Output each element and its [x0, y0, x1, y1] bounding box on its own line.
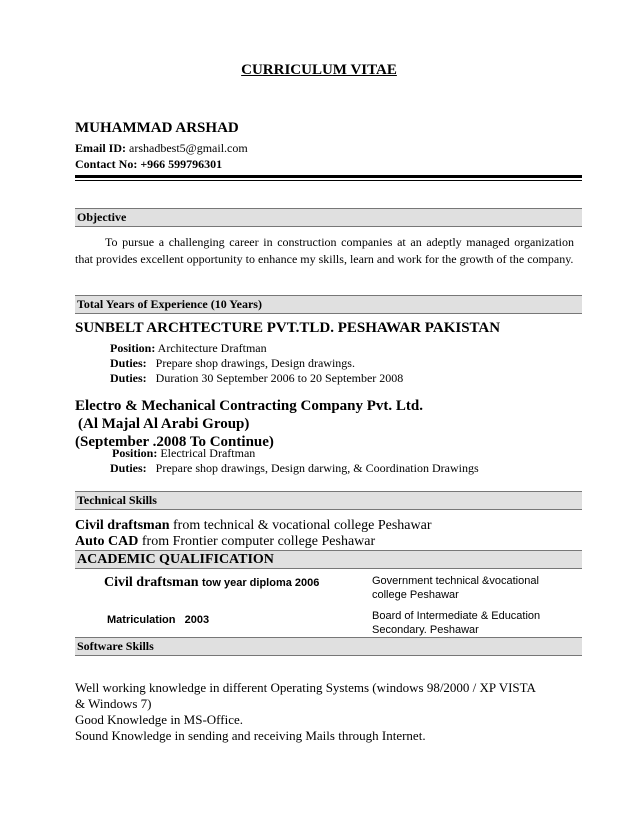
academic-row-1-institute-line-1: Government technical &vocational	[372, 575, 539, 587]
applicant-name: MUHAMMAD ARSHAD	[75, 120, 239, 136]
job2-duties-value: Prepare shop drawings, Design darwing, & Coordination Drawings	[155, 461, 479, 475]
job1-duties-2	[110, 371, 403, 386]
contact-line: Contact No: +966 599796301	[75, 157, 223, 171]
academic-row-1-institute	[372, 574, 539, 602]
job2-period: (September .2008 To Continue)	[75, 434, 274, 450]
academic-row-2-institute	[372, 609, 540, 637]
job1-position-value: Architecture Draftman	[155, 341, 267, 355]
technical-line-1	[75, 518, 432, 534]
academic-row-2-degree	[107, 614, 209, 626]
software-line-1: Well working knowledge in different Operating Systems (windows 98/2000 / XP VISTA	[75, 680, 536, 695]
job1-company: SUNBELT ARCHTECTURE PVT.TLD. PESHAWAR PAKISTAN	[75, 320, 501, 336]
software-line-4: Sound Knowledge in sending and receiving Mails through Internet.	[75, 728, 426, 743]
email-line	[75, 141, 248, 156]
technical-heading: Technical Skills	[75, 491, 582, 510]
academic-row-2-institute-line-1: Board of Intermediate & Education	[372, 610, 541, 622]
job2-position-value: Electrical Draftman	[157, 446, 256, 460]
job1-position	[110, 341, 267, 356]
academic-row-1-detail: tow year diploma 2006	[202, 577, 320, 589]
job1-position-label: Position:	[110, 341, 156, 355]
job1-duties-value: Prepare shop drawings, Design drawings.	[155, 356, 355, 370]
academic-row-1-institute-line-2: college Peshawar	[372, 589, 459, 601]
job2-company: Electro & Mechanical Contracting Company Pvt. Ltd.	[75, 398, 424, 414]
academic-row-2-detail: 2003	[184, 614, 210, 626]
job2-duties	[110, 461, 479, 476]
academic-row-2-institute-line-2: Secondary. Peshawar	[372, 624, 479, 636]
objective-heading: Objective	[75, 208, 582, 227]
academic-row-1-degree-name: Civil draftsman	[104, 575, 199, 590]
software-heading: Software Skills	[75, 637, 582, 656]
technical-line-2	[75, 534, 375, 550]
technical-autocad-label: Auto CAD	[75, 534, 139, 549]
software-line-2: & Windows 7)	[75, 696, 152, 711]
job1-duties-label: Duties:	[110, 356, 147, 370]
email-label: Email ID:	[75, 141, 126, 155]
academic-heading: ACADEMIC QUALIFICATION	[75, 550, 582, 569]
technical-autocad-text: from Frontier computer college Peshawar	[138, 534, 376, 549]
objective-text: To pursue a challenging career in construction companies at an adeptly managed organization that provides excellent opportunity to enhance my skills, learn and work for the growth of the company.	[75, 235, 574, 266]
header-divider-thin	[75, 180, 582, 181]
header-divider-thick	[75, 175, 582, 178]
academic-row-1-degree	[104, 575, 319, 591]
experience-heading: Total Years of Experience (10 Years)	[75, 295, 582, 314]
job2-group: (Al Majal Al Arabi Group)	[78, 416, 250, 432]
job2-duties-label: Duties:	[110, 461, 147, 475]
job2-position-label: Position:	[112, 446, 158, 460]
job1-duties-1	[110, 356, 355, 371]
academic-row-2-degree-name: Matriculation	[107, 614, 176, 626]
job2-position	[112, 446, 255, 461]
technical-civil-text: from technical & vocational college Peshawar	[169, 518, 432, 533]
email-value: arshadbest5@gmail.com	[126, 141, 248, 155]
software-line-3: Good Knowledge in MS-Office.	[75, 712, 244, 727]
technical-civil-label: Civil draftsman	[75, 518, 170, 533]
job1-duration-label: Duties:	[110, 371, 147, 385]
document-title: CURRICULUM VITAE	[241, 62, 397, 78]
job1-duration-value: Duration 30 September 2006 to 20 September 2008	[155, 371, 404, 385]
